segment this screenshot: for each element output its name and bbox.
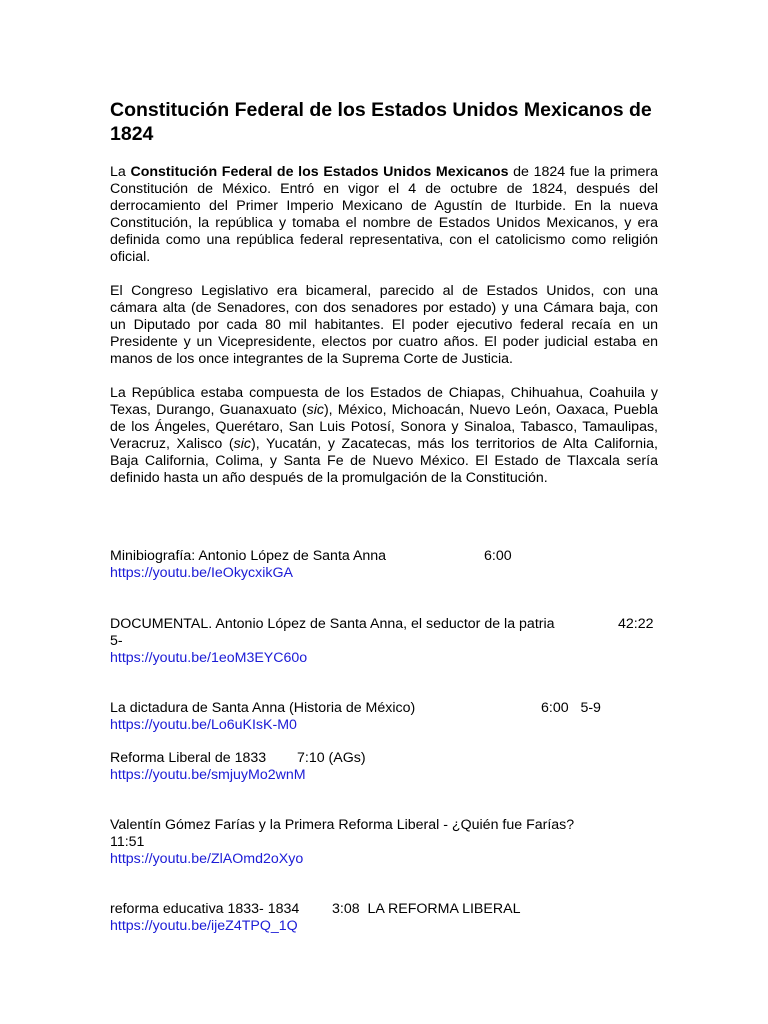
paragraph-intro: [110, 164, 658, 266]
video-link[interactable]: https://youtu.be/1eoM3EYC60o: [110, 650, 308, 666]
sic-note-2: sic: [233, 436, 251, 452]
paragraph-intro-prefix: La: [110, 164, 131, 180]
video-entry: [110, 700, 670, 734]
video-title: DOCUMENTAL. Antonio López de Santa Anna, el seductor de la patria: [110, 616, 555, 632]
video-entry: [110, 616, 670, 667]
video-link[interactable]: https://youtu.be/IeOkycxikGA: [110, 565, 293, 581]
video-duration: 6:00: [484, 548, 512, 564]
video-duration: 3:08 LA REFORMA LIBERAL: [332, 901, 521, 917]
paragraph-states-c: ), Yucatán, y Zacatecas, más los territorios de Alta California, Baja California, Colima, y Santa Fe de Nuevo México. El Estado de Tlaxcala sería definido hasta un año después de la promulgación de la Constitución.: [110, 436, 658, 486]
video-title: Minibiografía: Antonio López de Santa Anna: [110, 548, 387, 564]
paragraph-intro-rest: de 1824 fue la primera Constitución de México. Entró en vigor el 4 de octubre de 1824, después del derrocamiento del Primer Imperio Mexicano de Agustín de Iturbide. En la nueva Constitución, la república y tomaba el nombre de Estados Unidos Mexicanos, y era definida como una república federal representativa, con el catolicismo como religión oficial.: [110, 164, 658, 265]
paragraph-states-a: La República estaba compuesta de los Estados de Chiapas, Chihuahua, Coahuila y Texas, Durango, Guanaxuato (: [110, 385, 658, 418]
video-link[interactable]: https://youtu.be/smjuyMo2wnM: [110, 767, 306, 783]
video-entry: [110, 750, 670, 784]
video-title: Valentín Gómez Farías y la Primera Reforma Liberal - ¿Quién fue Farías?: [110, 817, 575, 833]
video-title: La dictadura de Santa Anna (Historia de México): [110, 700, 416, 716]
paragraph-states: [110, 385, 658, 487]
video-link[interactable]: https://youtu.be/Lo6uKIsK-M0: [110, 717, 297, 733]
video-duration: 42:22: [618, 616, 654, 632]
video-title: reforma educativa 1833- 1834: [110, 901, 300, 917]
video-title: Reforma Liberal de 1833: [110, 750, 267, 766]
video-entry: [110, 901, 670, 935]
video-entry: [110, 548, 670, 582]
paragraph-intro-bold: Constitución Federal de los Estados Unidos Mexicanos: [130, 164, 509, 180]
sic-note-1: sic: [306, 402, 324, 418]
video-link[interactable]: https://youtu.be/ijeZ4TPQ_1Q: [110, 918, 298, 934]
video-link[interactable]: https://youtu.be/ZlAOmd2oXyo: [110, 851, 304, 867]
video-duration: 7:10 (AGs): [297, 750, 366, 766]
video-entry: [110, 817, 670, 868]
video-duration: 6:00 5-9: [541, 700, 601, 716]
paragraph-congress: El Congreso Legislativo era bicameral, parecido al de Estados Unidos, con una cámara alta (de Senadores, con dos senadores por estado) y una Cámara baja, con un Diputado por cada 80 mil habitantes. El poder ejecutivo federal recaía en un Presidente y un Vicepresidente, electos por cuatro años. El poder judicial estaba en manos de los once integrantes de la Suprema Corte de Justicia.: [110, 283, 658, 367]
document-body: [110, 98, 658, 504]
paragraph-states-b: ), México, Michoacán, Nuevo León, Oaxaca, Puebla de los Ángeles, Querétaro, San Luis Potosí, Sonora y Sinaloa, Tabasco, Tamaulipas, Veracruz, Xalisco (: [110, 402, 658, 452]
video-duration: 11:51: [110, 834, 145, 850]
video-note: 5-: [110, 633, 123, 649]
page-title: Constitución Federal de los Estados Unidos Mexicanos de 1824: [110, 99, 652, 145]
